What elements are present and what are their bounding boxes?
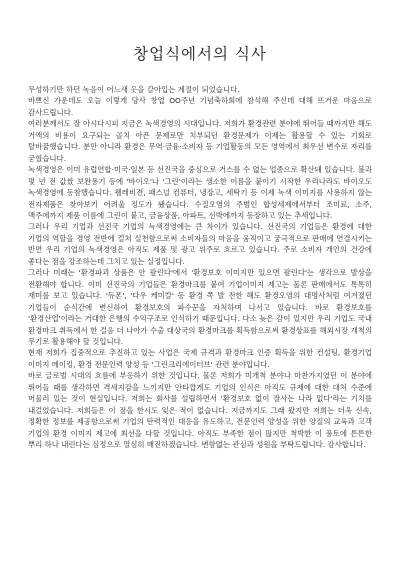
paragraph-thanks: 바쁘신 가운데도 오늘 이렇게 당사 창업 OO주년 기념축하회에 참석해 주신데 대해 뜨거운 마음으로 감사드립니다. (28, 96, 372, 117)
document-body (28, 84, 372, 451)
document-title: 창업식에서의 식사 (133, 45, 267, 63)
paragraph-difference: 그러나 우리 기업과 선진국 기업의 녹색경영에는 큰 차이가 있습니다. 선진국의 기업들은 환경에 대한 기업의 역할을 경영 전반에 걸쳐 실천함으로써 소비자들의 마음을 움직이고 궁극적으로 판매에 연결시키는 반면 우리 기업의 녹색경영은 아직도 제품 및 광고 위주로 흐르고 있습니다. 주로 소비자 개인의 건강에 좋다는 점을 강조하는데 그치고 있는 실정입니다. (28, 222, 372, 266)
paragraph-intro: 무성하기만 하던 녹음이 어느새 옷을 갈아입는 계절이 되었습니다. (28, 85, 240, 94)
paragraph-green-trend: 녹색경영은 이미 유럽연합·미국·일본 등 선진국을 중심으로 거스를 수 없는 업종으로 확산돼 있습니다. 불과 몇 년 전 값쌌 보완용기 등에 '바이오'나 '그린'이라는 생소한 이름을 붙이기 시작한 우리나라도 바이오도 녹색경영에 동참했습니다. 웰레비젼, 패스널 컴퓨터, 냉장고, 세탁기 등 이제 녹색 이미지를 사용하지 않는 전자제품은 찾아보기 어려울 정도가 됐습니다. 수질오염의 주범인 합성세제에서부터 조미료, 소주, 맥주에까지 제품 이름에 그린이 붙고, 금융상품, 아파트, 선박에까지 등장하고 있는 추세입니다. (28, 165, 372, 220)
paragraph-business: 현재 저희가 집중적으로 추진하고 있는 사업은 국제 규격과 환경마크 인증 획득을 위한 컨설팅, 환경기업 이미지 메이킹, 환경 전문인력 양성 등 '그린크리에이터브' 관련 분야입니다. (28, 348, 372, 369)
paragraph-future: 그러나 미래는 '환경파괴 상품은 안 팔린다'에서 '환경보호 이미지만 있으면 팔린다'는 생각으로 발상을 전환해야 합니다. 이미 선진국의 기업들은 환경마크를 붙여 기업이미지 제고는 물론 판매에서도 톡톡히 재미를 보고 있습니다. '듀폰', '다우 케미칼' 등 환경 쪽 발 전한 해도 환경오염의 대명사처럼 여겨졌던 기업들이 순식간에 변신하여 환경보호의 파수꾼을 자처하며 나서고 있습니다. 바로 환경보호를 '환경산업'이라는 거대한 은행의 수익구조로 인식하기 때문입니다. 다소 늦은 감이 있지만 우리 기업도 국내 환경마크 취득에서 한 걸음 더 나아가 수출 대상국의 환경마크를 획득함으로써 환경상표를 해외시장 개척의 무기로 활용해야 할 것입니다. (28, 268, 372, 346)
paragraph-closing: 바로 글로벌 시대의 흐름에 부응하기 위한 것입니다. 물론 저희가 미개척 분야나 마찬가지였던 이 분야에 뛰어들 때를 생각하면 격세지감을 느끼지만 안타깝게도 기업의 인식은 아직도 규제에 대한 대처 수준에 머물러 있는 것이 현실입니다. 저희는 회사를 설립하면서 '환경보호 없이 잘사는 나라 없다'라는 기치를 내걸었습니다. 저희들은 이 점을 한시도 잊은 적이 없습니다. 지금까지도 그래 왔지만 저희는 더욱 신속, 정확한 정보를 제공함으로써 기업의 탄력적인 대응을 유도하고, 전문인력 양성을 위한 양질의 교육과 고객 기업의 환경 이미지 제고에 최선을 다할 것입니다. 아직도 부족한 점이 많지만 척박한 이 풍토에 튼튼한 뿌리 하나 내린다는 심정으로 열심히 매진하겠습니다. 변함없는 관심과 성원을 부탁드립니다. 감사합니다. (28, 371, 372, 450)
paragraph-green-era: 여러분께서도 잘 아시다시피 지금은 녹색경영의 시대입니다. 저희가 환경관련 분야에 뛰어들 때까지만 해도 거액의 비용이 요구되는 골치 아픈 문제로만 치부되던 환경문제가 이제는 활용할 수 있는 기회로 탈바꿈했습니다. 분만 아니라 환경은 무역·금융·소비자 등 기업활동의 모든 영역에서 최우선 변수로 자리를 굳혔습니다. (28, 119, 372, 163)
